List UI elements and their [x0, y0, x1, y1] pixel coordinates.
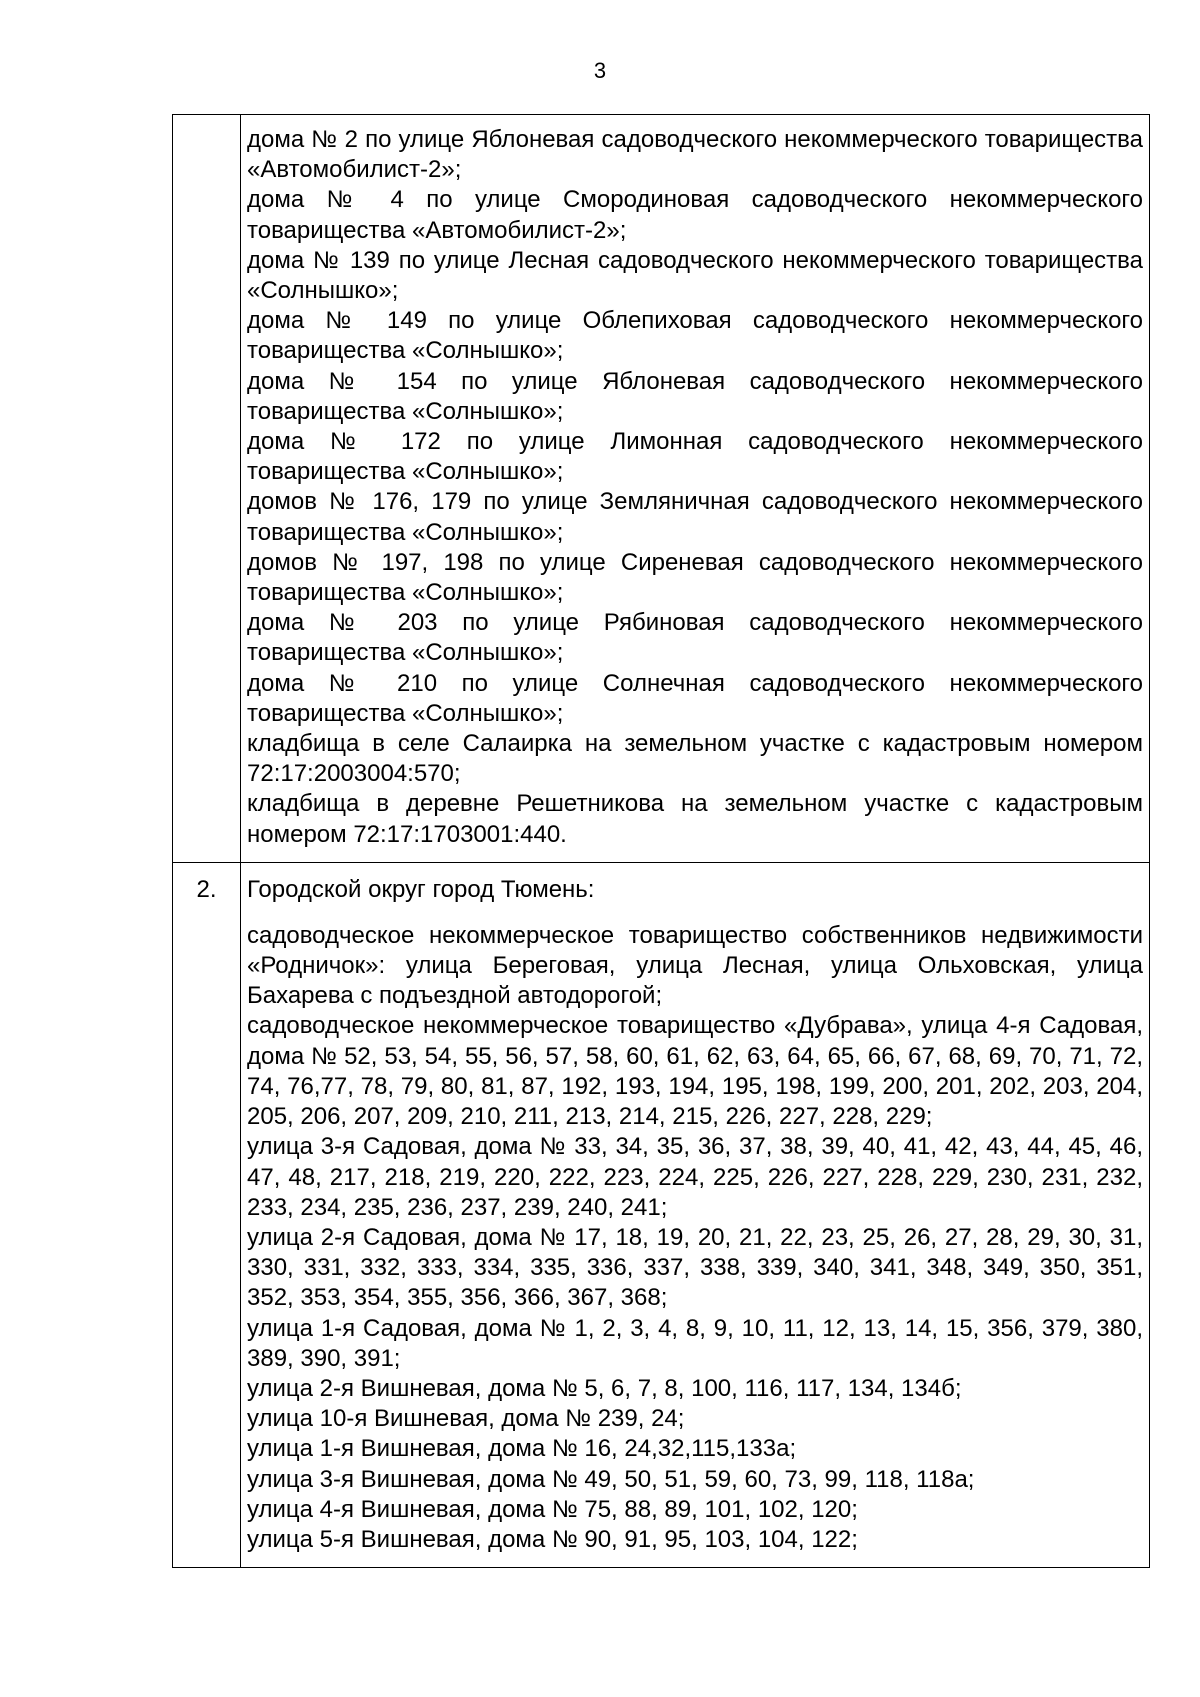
list-item: домов № 176, 179 по улице Земляничная садоводческого некоммерческого товарищества «Солнышко»;	[247, 488, 1143, 546]
list-item: кладбища в деревне Решетникова на земельном участке с кадастровым номером 72:17:1703001:440.	[247, 790, 1143, 848]
row-content-cell	[241, 115, 1150, 863]
list-item: улица 3-я Вишневая, дома № 49, 50, 51, 59, 60, 73, 99, 118, 118а;	[247, 1465, 975, 1493]
table-row	[173, 115, 1150, 863]
list-item: улица 1-я Садовая, дома № 1, 2, 3, 4, 8, 9, 10, 11, 12, 13, 14, 15, 356, 379, 380, 389, 390, 391;	[247, 1314, 1143, 1372]
row-number: 2.	[196, 875, 217, 903]
list-item: домов № 197, 198 по улице Сиреневая садоводческого некоммерческого товарищества «Солнышко»;	[247, 548, 1143, 607]
list-item: улица 5-я Вишневая, дома № 90, 91, 95, 103, 104, 122;	[247, 1525, 858, 1553]
row-number	[173, 115, 240, 127]
list-item: дома № 203 по улице Рябиновая садоводческого некоммерческого товарищества «Солнышко»;	[247, 609, 1143, 667]
list-item: улица 3-я Садовая, дома № 33, 34, 35, 36, 37, 38, 39, 40, 41, 42, 43, 44, 45, 46, 47, 48, 217, 218, 219, 220, 222, 223, 224, 225, 226, 227, 228, 229, 230, 231, 232, 233, 234, 235, 236, 237, 239, 240, 241;	[247, 1133, 1143, 1221]
row-content-cell	[241, 862, 1150, 1567]
list-item: дома № 2 по улице Яблоневая садоводческого некоммерческого товарищества «Автомобилист-2»;	[247, 126, 1143, 184]
list-item: садоводческое некоммерческое товарищество «Дубрава», улица 4-я Садовая, дома № 52, 53, 54, 55, 56, 57, 58, 60, 61, 62, 63, 64, 65, 66, 67, 68, 69, 70, 71, 72, 74, 76,77, 78, 79, 80, 81, 87, 192, 193, 194, 195, 198, 199, 200, 201, 202, 203, 204, 205, 206, 207, 209, 210, 211, 213, 214, 215, 226, 227, 228, 229;	[247, 1012, 1143, 1131]
page-number: 3	[593, 58, 607, 83]
row-number-cell	[173, 862, 241, 1567]
list-item: дома № 4 по улице Смородиновая садоводческого некоммерческого товарищества «Автомобилист-2»;	[247, 186, 1143, 244]
list-item: улица 10-я Вишневая, дома № 239, 24;	[247, 1405, 685, 1433]
table-row	[173, 862, 1150, 1567]
list-item: дома № 149 по улице Облепиховая садоводческого некоммерческого товарищества «Солнышко»;	[247, 307, 1143, 365]
list-item: дома № 154 по улице Яблоневая садоводческого некоммерческого товарищества «Солнышко»;	[247, 367, 1143, 425]
section-heading: Городской округ город Тюмень:	[247, 875, 595, 903]
list-item: улица 4-я Вишневая, дома № 75, 88, 89, 101, 102, 120;	[247, 1495, 858, 1523]
list-item: улица 2-я Вишневая, дома № 5, 6, 7, 8, 100, 116, 117, 134, 134б;	[247, 1374, 962, 1402]
list-item: дома № 210 по улице Солнечная садоводческого некоммерческого товарищества «Солнышко»;	[247, 669, 1143, 727]
settlements-table	[172, 114, 1150, 1568]
list-item: садоводческое некоммерческое товарищество собственников недвижимости «Родничок»: улица Береговая, улица Лесная, улица Ольховская, улица Бахарева с подъездной автодорогой;	[247, 921, 1143, 1010]
row-number-cell	[173, 115, 241, 863]
list-item: улица 2-я Садовая, дома № 17, 18, 19, 20, 21, 22, 23, 25, 26, 27, 28, 29, 30, 31, 330, 331, 332, 333, 334, 335, 336, 337, 338, 339, 340, 341, 348, 349, 350, 351, 352, 353, 354, 355, 356, 366, 367, 368;	[247, 1223, 1143, 1312]
list-item: дома № 172 по улице Лимонная садоводческого некоммерческого товарищества «Солнышко»;	[247, 428, 1143, 486]
list-item: улица 1-я Вишневая, дома № 16, 24,32,115,133а;	[247, 1435, 797, 1463]
list-item: дома № 139 по улице Лесная садоводческого некоммерческого товарищества «Солнышко»;	[247, 246, 1143, 305]
list-item: кладбища в селе Салаирка на земельном участке с кадастровым номером 72:17:2003004:570;	[247, 730, 1143, 788]
